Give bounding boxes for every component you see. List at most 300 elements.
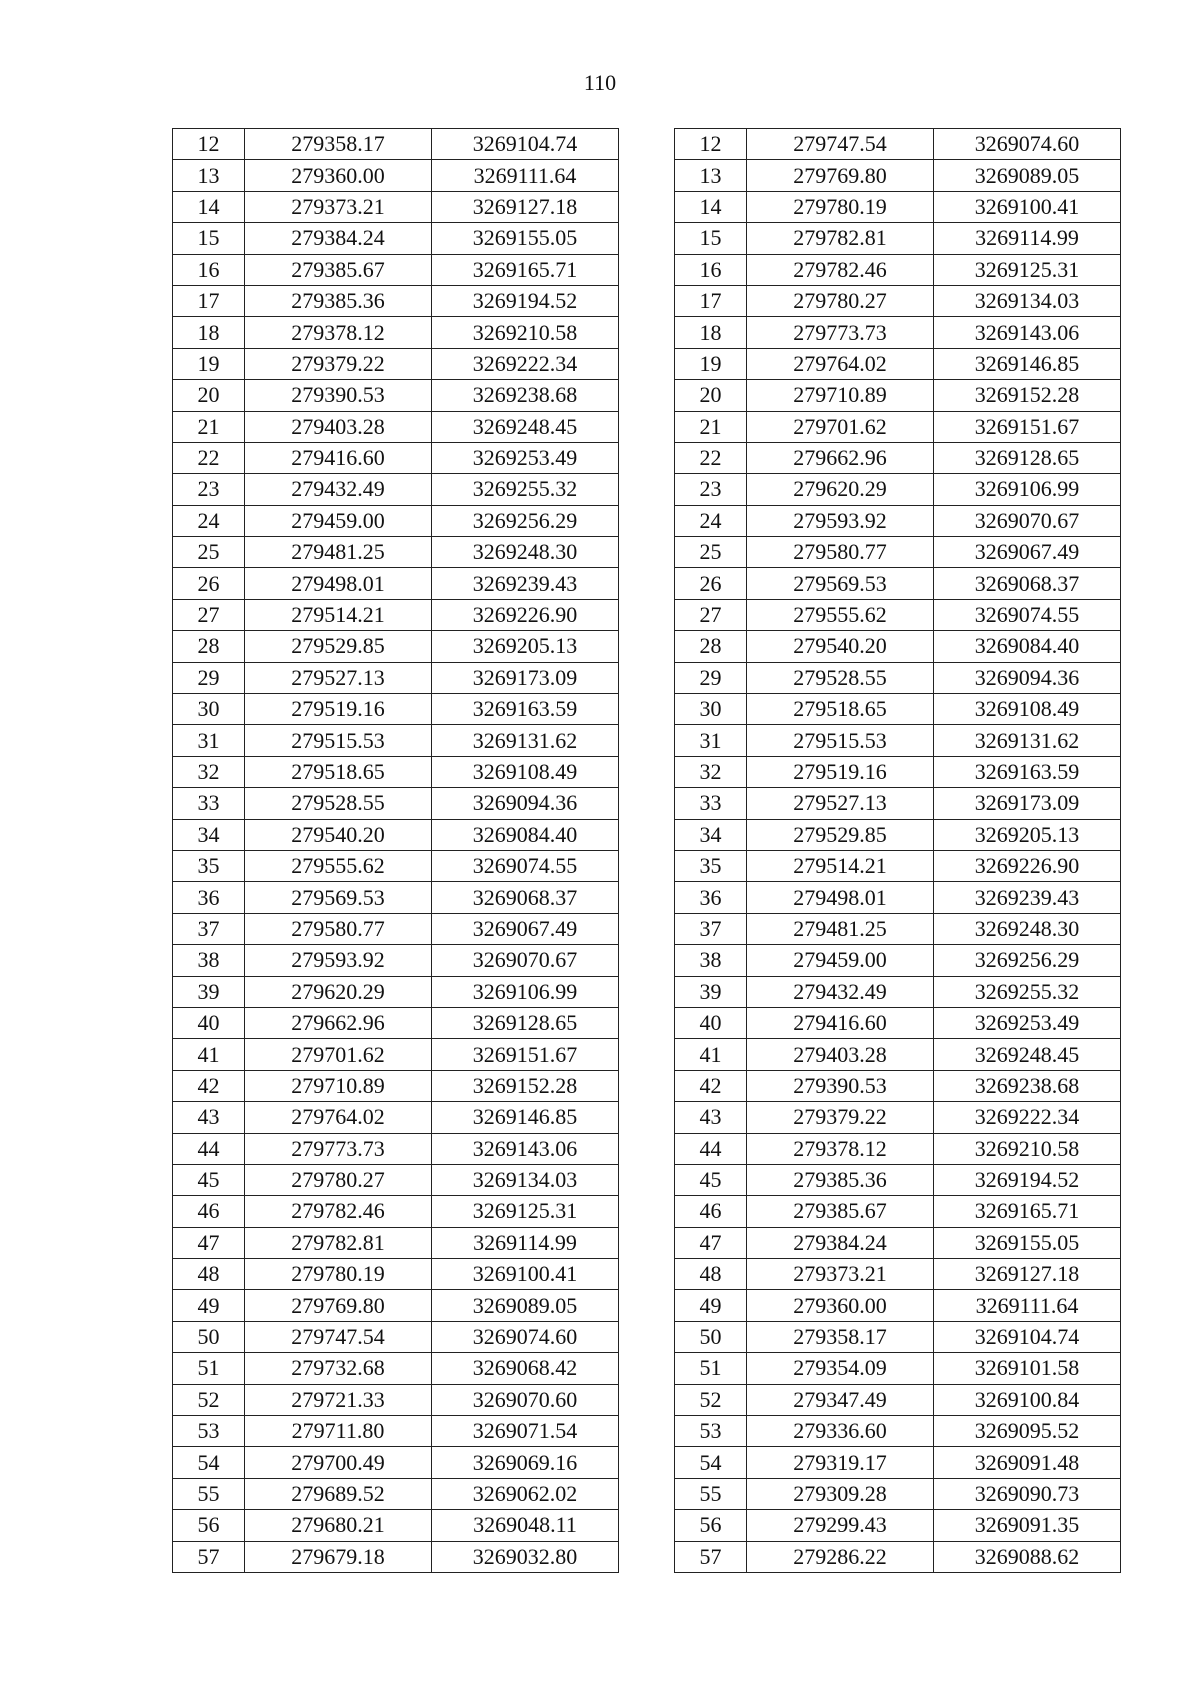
left-x-coordinate: 279620.29 bbox=[245, 976, 432, 1007]
column-gap bbox=[619, 1007, 675, 1038]
right-y-coordinate: 3269239.43 bbox=[934, 882, 1121, 913]
right-y-coordinate: 3269068.37 bbox=[934, 568, 1121, 599]
left-point-index: 35 bbox=[173, 850, 245, 881]
column-gap bbox=[619, 1321, 675, 1352]
right-point-index: 32 bbox=[675, 756, 747, 787]
right-point-index: 34 bbox=[675, 819, 747, 850]
right-x-coordinate: 279384.24 bbox=[747, 1227, 934, 1258]
left-y-coordinate: 3269194.52 bbox=[432, 285, 619, 316]
table-row bbox=[173, 568, 1121, 599]
left-point-index: 50 bbox=[173, 1321, 245, 1352]
table-row bbox=[173, 505, 1121, 536]
left-y-coordinate: 3269074.60 bbox=[432, 1321, 619, 1352]
left-y-coordinate: 3269104.74 bbox=[432, 129, 619, 160]
left-y-coordinate: 3269125.31 bbox=[432, 1196, 619, 1227]
left-point-index: 22 bbox=[173, 442, 245, 473]
left-x-coordinate: 279481.25 bbox=[245, 537, 432, 568]
column-gap bbox=[619, 1196, 675, 1227]
table-row bbox=[173, 1478, 1121, 1509]
right-y-coordinate: 3269127.18 bbox=[934, 1259, 1121, 1290]
left-x-coordinate: 279519.16 bbox=[245, 694, 432, 725]
right-x-coordinate: 279515.53 bbox=[747, 725, 934, 756]
right-y-coordinate: 3269088.62 bbox=[934, 1541, 1121, 1572]
column-gap bbox=[619, 285, 675, 316]
left-x-coordinate: 279569.53 bbox=[245, 882, 432, 913]
left-y-coordinate: 3269070.60 bbox=[432, 1384, 619, 1415]
left-point-index: 15 bbox=[173, 223, 245, 254]
column-gap bbox=[619, 1447, 675, 1478]
table-row bbox=[173, 160, 1121, 191]
right-x-coordinate: 279385.36 bbox=[747, 1164, 934, 1195]
table-row bbox=[173, 1070, 1121, 1101]
table-row bbox=[173, 1039, 1121, 1070]
left-x-coordinate: 279540.20 bbox=[245, 819, 432, 850]
right-y-coordinate: 3269111.64 bbox=[934, 1290, 1121, 1321]
right-x-coordinate: 279747.54 bbox=[747, 129, 934, 160]
column-gap bbox=[619, 945, 675, 976]
right-x-coordinate: 279358.17 bbox=[747, 1321, 934, 1352]
left-point-index: 13 bbox=[173, 160, 245, 191]
left-x-coordinate: 279773.73 bbox=[245, 1133, 432, 1164]
left-x-coordinate: 279711.80 bbox=[245, 1416, 432, 1447]
table-row bbox=[173, 631, 1121, 662]
right-point-index: 50 bbox=[675, 1321, 747, 1352]
table-row bbox=[173, 819, 1121, 850]
left-x-coordinate: 279769.80 bbox=[245, 1290, 432, 1321]
table-row bbox=[173, 756, 1121, 787]
left-point-index: 34 bbox=[173, 819, 245, 850]
left-y-coordinate: 3269131.62 bbox=[432, 725, 619, 756]
left-x-coordinate: 279700.49 bbox=[245, 1447, 432, 1478]
right-x-coordinate: 279769.80 bbox=[747, 160, 934, 191]
right-x-coordinate: 279580.77 bbox=[747, 537, 934, 568]
right-y-coordinate: 3269101.58 bbox=[934, 1353, 1121, 1384]
table-row bbox=[173, 191, 1121, 222]
right-y-coordinate: 3269104.74 bbox=[934, 1321, 1121, 1352]
left-y-coordinate: 3269106.99 bbox=[432, 976, 619, 1007]
column-gap bbox=[619, 537, 675, 568]
left-point-index: 30 bbox=[173, 694, 245, 725]
left-y-coordinate: 3269068.37 bbox=[432, 882, 619, 913]
right-point-index: 48 bbox=[675, 1259, 747, 1290]
right-x-coordinate: 279385.67 bbox=[747, 1196, 934, 1227]
right-x-coordinate: 279620.29 bbox=[747, 474, 934, 505]
table-row bbox=[173, 1196, 1121, 1227]
left-x-coordinate: 279782.46 bbox=[245, 1196, 432, 1227]
left-y-coordinate: 3269069.16 bbox=[432, 1447, 619, 1478]
column-gap bbox=[619, 1541, 675, 1572]
left-point-index: 37 bbox=[173, 913, 245, 944]
right-point-index: 56 bbox=[675, 1510, 747, 1541]
right-point-index: 18 bbox=[675, 317, 747, 348]
table-row bbox=[173, 1321, 1121, 1352]
right-y-coordinate: 3269074.60 bbox=[934, 129, 1121, 160]
left-point-index: 36 bbox=[173, 882, 245, 913]
table-row bbox=[173, 788, 1121, 819]
left-point-index: 31 bbox=[173, 725, 245, 756]
right-x-coordinate: 279360.00 bbox=[747, 1290, 934, 1321]
left-y-coordinate: 3269205.13 bbox=[432, 631, 619, 662]
right-point-index: 36 bbox=[675, 882, 747, 913]
right-y-coordinate: 3269108.49 bbox=[934, 694, 1121, 725]
right-point-index: 15 bbox=[675, 223, 747, 254]
right-point-index: 21 bbox=[675, 411, 747, 442]
table-row bbox=[173, 348, 1121, 379]
left-x-coordinate: 279528.55 bbox=[245, 788, 432, 819]
left-point-index: 49 bbox=[173, 1290, 245, 1321]
table-row bbox=[173, 1133, 1121, 1164]
right-y-coordinate: 3269173.09 bbox=[934, 788, 1121, 819]
left-y-coordinate: 3269114.99 bbox=[432, 1227, 619, 1258]
left-point-index: 27 bbox=[173, 599, 245, 630]
left-point-index: 38 bbox=[173, 945, 245, 976]
left-y-coordinate: 3269071.54 bbox=[432, 1416, 619, 1447]
left-y-coordinate: 3269094.36 bbox=[432, 788, 619, 819]
left-point-index: 23 bbox=[173, 474, 245, 505]
column-gap bbox=[619, 631, 675, 662]
right-x-coordinate: 279593.92 bbox=[747, 505, 934, 536]
left-y-coordinate: 3269068.42 bbox=[432, 1353, 619, 1384]
left-point-index: 46 bbox=[173, 1196, 245, 1227]
right-point-index: 29 bbox=[675, 662, 747, 693]
right-point-index: 24 bbox=[675, 505, 747, 536]
right-point-index: 30 bbox=[675, 694, 747, 725]
right-y-coordinate: 3269152.28 bbox=[934, 380, 1121, 411]
left-y-coordinate: 3269074.55 bbox=[432, 850, 619, 881]
left-y-coordinate: 3269070.67 bbox=[432, 945, 619, 976]
column-gap bbox=[619, 599, 675, 630]
right-y-coordinate: 3269151.67 bbox=[934, 411, 1121, 442]
right-y-coordinate: 3269163.59 bbox=[934, 756, 1121, 787]
right-y-coordinate: 3269165.71 bbox=[934, 1196, 1121, 1227]
table-row bbox=[173, 285, 1121, 316]
left-y-coordinate: 3269134.03 bbox=[432, 1164, 619, 1195]
left-y-coordinate: 3269255.32 bbox=[432, 474, 619, 505]
right-point-index: 52 bbox=[675, 1384, 747, 1415]
left-y-coordinate: 3269128.65 bbox=[432, 1007, 619, 1038]
right-x-coordinate: 279354.09 bbox=[747, 1353, 934, 1384]
column-gap bbox=[619, 1384, 675, 1415]
right-y-coordinate: 3269248.45 bbox=[934, 1039, 1121, 1070]
left-point-index: 47 bbox=[173, 1227, 245, 1258]
column-gap bbox=[619, 160, 675, 191]
right-point-index: 28 bbox=[675, 631, 747, 662]
table-row bbox=[173, 1447, 1121, 1478]
left-y-coordinate: 3269253.49 bbox=[432, 442, 619, 473]
left-x-coordinate: 279529.85 bbox=[245, 631, 432, 662]
column-gap bbox=[619, 474, 675, 505]
left-point-index: 24 bbox=[173, 505, 245, 536]
column-gap bbox=[619, 442, 675, 473]
right-point-index: 47 bbox=[675, 1227, 747, 1258]
column-gap bbox=[619, 756, 675, 787]
column-gap bbox=[619, 568, 675, 599]
left-y-coordinate: 3269100.41 bbox=[432, 1259, 619, 1290]
left-y-coordinate: 3269173.09 bbox=[432, 662, 619, 693]
left-point-index: 39 bbox=[173, 976, 245, 1007]
right-x-coordinate: 279518.65 bbox=[747, 694, 934, 725]
column-gap bbox=[619, 1259, 675, 1290]
left-point-index: 12 bbox=[173, 129, 245, 160]
right-point-index: 27 bbox=[675, 599, 747, 630]
column-gap bbox=[619, 694, 675, 725]
left-x-coordinate: 279403.28 bbox=[245, 411, 432, 442]
right-y-coordinate: 3269100.84 bbox=[934, 1384, 1121, 1415]
left-y-coordinate: 3269048.11 bbox=[432, 1510, 619, 1541]
column-gap bbox=[619, 348, 675, 379]
table-row bbox=[173, 474, 1121, 505]
left-y-coordinate: 3269067.49 bbox=[432, 913, 619, 944]
left-y-coordinate: 3269146.85 bbox=[432, 1102, 619, 1133]
column-gap bbox=[619, 129, 675, 160]
right-x-coordinate: 279336.60 bbox=[747, 1416, 934, 1447]
left-x-coordinate: 279710.89 bbox=[245, 1070, 432, 1101]
right-point-index: 13 bbox=[675, 160, 747, 191]
left-point-index: 51 bbox=[173, 1353, 245, 1384]
column-gap bbox=[619, 1478, 675, 1509]
table-row bbox=[173, 1259, 1121, 1290]
right-point-index: 14 bbox=[675, 191, 747, 222]
right-y-coordinate: 3269067.49 bbox=[934, 537, 1121, 568]
column-gap bbox=[619, 788, 675, 819]
right-point-index: 45 bbox=[675, 1164, 747, 1195]
table-row bbox=[173, 317, 1121, 348]
left-x-coordinate: 279680.21 bbox=[245, 1510, 432, 1541]
left-x-coordinate: 279764.02 bbox=[245, 1102, 432, 1133]
right-x-coordinate: 279403.28 bbox=[747, 1039, 934, 1070]
right-x-coordinate: 279309.28 bbox=[747, 1478, 934, 1509]
right-x-coordinate: 279528.55 bbox=[747, 662, 934, 693]
right-x-coordinate: 279773.73 bbox=[747, 317, 934, 348]
right-y-coordinate: 3269100.41 bbox=[934, 191, 1121, 222]
right-x-coordinate: 279540.20 bbox=[747, 631, 934, 662]
right-point-index: 31 bbox=[675, 725, 747, 756]
right-x-coordinate: 279555.62 bbox=[747, 599, 934, 630]
right-y-coordinate: 3269125.31 bbox=[934, 254, 1121, 285]
left-x-coordinate: 279780.19 bbox=[245, 1259, 432, 1290]
table-row bbox=[173, 380, 1121, 411]
left-x-coordinate: 279378.12 bbox=[245, 317, 432, 348]
left-x-coordinate: 279593.92 bbox=[245, 945, 432, 976]
column-gap bbox=[619, 317, 675, 348]
left-point-index: 41 bbox=[173, 1039, 245, 1070]
right-point-index: 57 bbox=[675, 1541, 747, 1572]
column-gap bbox=[619, 1102, 675, 1133]
right-y-coordinate: 3269205.13 bbox=[934, 819, 1121, 850]
left-x-coordinate: 279416.60 bbox=[245, 442, 432, 473]
left-point-index: 18 bbox=[173, 317, 245, 348]
right-y-coordinate: 3269253.49 bbox=[934, 1007, 1121, 1038]
column-gap bbox=[619, 662, 675, 693]
right-y-coordinate: 3269089.05 bbox=[934, 160, 1121, 191]
right-y-coordinate: 3269226.90 bbox=[934, 850, 1121, 881]
left-x-coordinate: 279459.00 bbox=[245, 505, 432, 536]
left-point-index: 20 bbox=[173, 380, 245, 411]
right-point-index: 49 bbox=[675, 1290, 747, 1321]
right-point-index: 37 bbox=[675, 913, 747, 944]
left-point-index: 26 bbox=[173, 568, 245, 599]
right-point-index: 43 bbox=[675, 1102, 747, 1133]
right-x-coordinate: 279527.13 bbox=[747, 788, 934, 819]
left-point-index: 16 bbox=[173, 254, 245, 285]
left-point-index: 33 bbox=[173, 788, 245, 819]
right-x-coordinate: 279498.01 bbox=[747, 882, 934, 913]
table-row bbox=[173, 850, 1121, 881]
right-y-coordinate: 3269155.05 bbox=[934, 1227, 1121, 1258]
right-y-coordinate: 3269091.35 bbox=[934, 1510, 1121, 1541]
table-row bbox=[173, 976, 1121, 1007]
left-y-coordinate: 3269151.67 bbox=[432, 1039, 619, 1070]
left-x-coordinate: 279373.21 bbox=[245, 191, 432, 222]
left-point-index: 29 bbox=[173, 662, 245, 693]
right-y-coordinate: 3269146.85 bbox=[934, 348, 1121, 379]
left-x-coordinate: 279379.22 bbox=[245, 348, 432, 379]
left-point-index: 54 bbox=[173, 1447, 245, 1478]
table-row bbox=[173, 1164, 1121, 1195]
left-y-coordinate: 3269084.40 bbox=[432, 819, 619, 850]
right-x-coordinate: 279782.46 bbox=[747, 254, 934, 285]
left-x-coordinate: 279384.24 bbox=[245, 223, 432, 254]
right-y-coordinate: 3269070.67 bbox=[934, 505, 1121, 536]
right-point-index: 46 bbox=[675, 1196, 747, 1227]
right-point-index: 16 bbox=[675, 254, 747, 285]
page-number: 110 bbox=[583, 70, 617, 95]
left-point-index: 45 bbox=[173, 1164, 245, 1195]
right-x-coordinate: 279378.12 bbox=[747, 1133, 934, 1164]
right-y-coordinate: 3269091.48 bbox=[934, 1447, 1121, 1478]
right-point-index: 19 bbox=[675, 348, 747, 379]
right-x-coordinate: 279459.00 bbox=[747, 945, 934, 976]
column-gap bbox=[619, 850, 675, 881]
right-point-index: 51 bbox=[675, 1353, 747, 1384]
left-x-coordinate: 279721.33 bbox=[245, 1384, 432, 1415]
left-point-index: 40 bbox=[173, 1007, 245, 1038]
table-row bbox=[173, 1290, 1121, 1321]
left-y-coordinate: 3269210.58 bbox=[432, 317, 619, 348]
left-point-index: 25 bbox=[173, 537, 245, 568]
right-y-coordinate: 3269128.65 bbox=[934, 442, 1121, 473]
column-gap bbox=[619, 1070, 675, 1101]
left-x-coordinate: 279662.96 bbox=[245, 1007, 432, 1038]
left-x-coordinate: 279385.36 bbox=[245, 285, 432, 316]
left-x-coordinate: 279515.53 bbox=[245, 725, 432, 756]
right-point-index: 33 bbox=[675, 788, 747, 819]
right-y-coordinate: 3269114.99 bbox=[934, 223, 1121, 254]
left-point-index: 43 bbox=[173, 1102, 245, 1133]
left-x-coordinate: 279527.13 bbox=[245, 662, 432, 693]
table-row bbox=[173, 1416, 1121, 1447]
left-point-index: 42 bbox=[173, 1070, 245, 1101]
left-y-coordinate: 3269108.49 bbox=[432, 756, 619, 787]
right-y-coordinate: 3269210.58 bbox=[934, 1133, 1121, 1164]
left-x-coordinate: 279747.54 bbox=[245, 1321, 432, 1352]
right-point-index: 38 bbox=[675, 945, 747, 976]
table-row bbox=[173, 662, 1121, 693]
left-y-coordinate: 3269256.29 bbox=[432, 505, 619, 536]
left-x-coordinate: 279358.17 bbox=[245, 129, 432, 160]
left-x-coordinate: 279701.62 bbox=[245, 1039, 432, 1070]
column-gap bbox=[619, 1416, 675, 1447]
right-point-index: 23 bbox=[675, 474, 747, 505]
left-y-coordinate: 3269127.18 bbox=[432, 191, 619, 222]
left-point-index: 17 bbox=[173, 285, 245, 316]
left-point-index: 21 bbox=[173, 411, 245, 442]
coordinate-table-body bbox=[173, 129, 1121, 1573]
left-point-index: 28 bbox=[173, 631, 245, 662]
right-point-index: 44 bbox=[675, 1133, 747, 1164]
column-gap bbox=[619, 411, 675, 442]
right-x-coordinate: 279416.60 bbox=[747, 1007, 934, 1038]
left-x-coordinate: 279782.81 bbox=[245, 1227, 432, 1258]
left-y-coordinate: 3269152.28 bbox=[432, 1070, 619, 1101]
left-y-coordinate: 3269165.71 bbox=[432, 254, 619, 285]
right-x-coordinate: 279782.81 bbox=[747, 223, 934, 254]
left-y-coordinate: 3269062.02 bbox=[432, 1478, 619, 1509]
left-x-coordinate: 279432.49 bbox=[245, 474, 432, 505]
right-x-coordinate: 279347.49 bbox=[747, 1384, 934, 1415]
left-point-index: 55 bbox=[173, 1478, 245, 1509]
right-x-coordinate: 279319.17 bbox=[747, 1447, 934, 1478]
left-point-index: 52 bbox=[173, 1384, 245, 1415]
column-gap bbox=[619, 1510, 675, 1541]
column-gap bbox=[619, 254, 675, 285]
column-gap bbox=[619, 1133, 675, 1164]
left-y-coordinate: 3269222.34 bbox=[432, 348, 619, 379]
right-x-coordinate: 279529.85 bbox=[747, 819, 934, 850]
left-x-coordinate: 279498.01 bbox=[245, 568, 432, 599]
right-y-coordinate: 3269134.03 bbox=[934, 285, 1121, 316]
column-gap bbox=[619, 1164, 675, 1195]
left-x-coordinate: 279679.18 bbox=[245, 1541, 432, 1572]
table-row bbox=[173, 1384, 1121, 1415]
right-x-coordinate: 279514.21 bbox=[747, 850, 934, 881]
table-row bbox=[173, 129, 1121, 160]
left-point-index: 56 bbox=[173, 1510, 245, 1541]
right-x-coordinate: 279764.02 bbox=[747, 348, 934, 379]
table-row bbox=[173, 1353, 1121, 1384]
left-x-coordinate: 279385.67 bbox=[245, 254, 432, 285]
right-y-coordinate: 3269256.29 bbox=[934, 945, 1121, 976]
left-x-coordinate: 279514.21 bbox=[245, 599, 432, 630]
left-y-coordinate: 3269155.05 bbox=[432, 223, 619, 254]
right-y-coordinate: 3269074.55 bbox=[934, 599, 1121, 630]
right-point-index: 12 bbox=[675, 129, 747, 160]
table-row bbox=[173, 537, 1121, 568]
right-y-coordinate: 3269094.36 bbox=[934, 662, 1121, 693]
right-x-coordinate: 279379.22 bbox=[747, 1102, 934, 1133]
left-point-index: 32 bbox=[173, 756, 245, 787]
right-x-coordinate: 279390.53 bbox=[747, 1070, 934, 1101]
left-x-coordinate: 279689.52 bbox=[245, 1478, 432, 1509]
left-y-coordinate: 3269143.06 bbox=[432, 1133, 619, 1164]
left-x-coordinate: 279732.68 bbox=[245, 1353, 432, 1384]
table-row bbox=[173, 725, 1121, 756]
left-x-coordinate: 279360.00 bbox=[245, 160, 432, 191]
table-row bbox=[173, 1007, 1121, 1038]
right-x-coordinate: 279519.16 bbox=[747, 756, 934, 787]
left-y-coordinate: 3269163.59 bbox=[432, 694, 619, 725]
left-point-index: 53 bbox=[173, 1416, 245, 1447]
column-gap bbox=[619, 913, 675, 944]
table-row bbox=[173, 411, 1121, 442]
column-gap bbox=[619, 505, 675, 536]
column-gap bbox=[619, 725, 675, 756]
coordinate-table bbox=[172, 128, 1121, 1573]
left-y-coordinate: 3269239.43 bbox=[432, 568, 619, 599]
left-y-coordinate: 3269238.68 bbox=[432, 380, 619, 411]
column-gap bbox=[619, 1290, 675, 1321]
table-row bbox=[173, 1510, 1121, 1541]
